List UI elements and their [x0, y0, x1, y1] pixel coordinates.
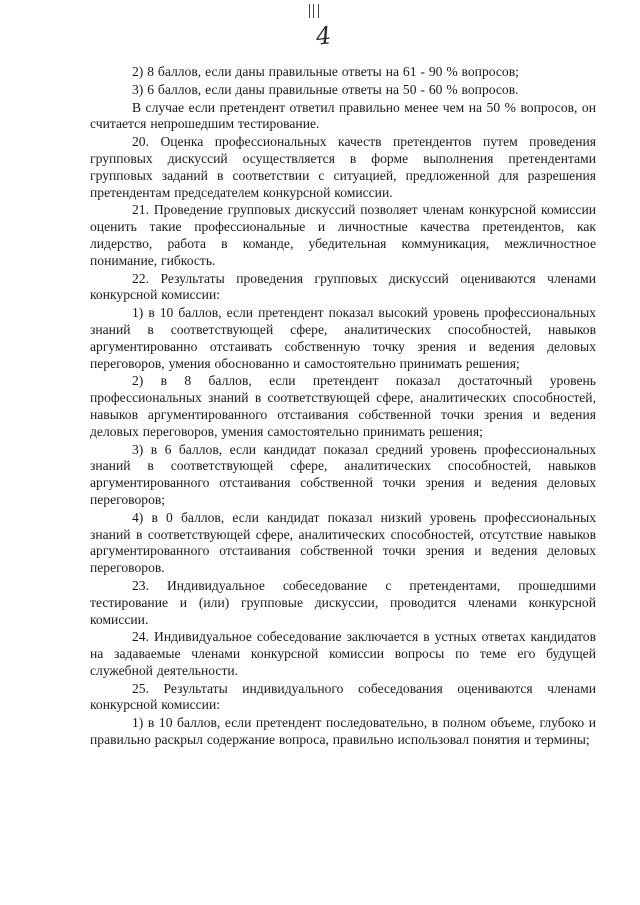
paragraph: 3) в 6 баллов, если кандидат показал средний уровень профессиональных знаний в соответствующей сфере, аналитических способностей, навыков аргументированного отстаивания собственной точки зрения и ведения деловых переговоров;: [90, 441, 596, 507]
paragraph: В случае если претендент ответил правильно менее чем на 50 % вопросов, он считается непрошедшим тестирование.: [90, 99, 596, 132]
paragraph: 4) в 0 баллов, если кандидат показал низкий уровень профессиональных знаний в соответствующей сфере, аналитических способностей, отсутствие навыков аргументированного отстаивания собственной точки зрения и ведения деловых переговоров.: [90, 509, 596, 576]
paragraph: 20. Оценка профессиональных качеств претендентов путем проведения групповых дискуссий осуществляется в форме выполнения претендентами групповых заданий в соответствии с ситуацией, предложенной для разрешения претендентам председателем конкурсной комиссии.: [90, 134, 596, 200]
paragraph: 22. Результаты проведения групповых дискуссий оцениваются членами конкурсной комиссии:: [90, 270, 596, 303]
paragraph: 3) 6 баллов, если даны правильные ответы на 50 - 60 % вопросов.: [132, 81, 519, 97]
paragraph: 24. Индивидуальное собеседование заключается в устных ответах кандидатов на задаваемые членами конкурсной комиссии вопросы по теме его будущей служебной деятельности.: [90, 629, 596, 678]
paragraph: 25. Результаты индивидуального собеседования оцениваются членами конкурсной комиссии:: [90, 680, 596, 713]
paragraph: 1) в 10 баллов, если претендент показал высокий уровень профессиональных знаний в соответствующей сфере, аналитических способностей, навыков аргументированно отстаивать собственную точку зрения и ведения деловых переговоров, умения обоснованно и самостоятельно принимать решения;: [90, 305, 596, 371]
paragraph: 2) 8 баллов, если даны правильные ответы на 61 - 90 % вопросов;: [132, 64, 519, 79]
document-body: [90, 64, 596, 749]
paragraph: 2) в 8 баллов, если претендент показал достаточный уровень профессиональных знаний в соответствующей сфере, аналитических способностей, навыков аргументированного отстаивания собственной точки зрения и ведения деловых переговоров, умения самостоятельно принимать решения;: [90, 373, 596, 439]
scan-mark: [307, 4, 321, 18]
page-number: 4: [314, 21, 333, 51]
paragraph: 21. Проведение групповых дискуссий позволяет членам конкурсной комиссии оценить такие профессиональные и личностные качества претендентов, как лидерство, работа в команде, убедительная коммуникация, межличностное понимание, гибкость.: [90, 202, 596, 268]
paragraph: 1) в 10 баллов, если претендент последовательно, в полном объеме, глубоко и правильно раскрыл содержание вопроса, правильно использовал понятия и термины;: [90, 715, 596, 748]
paragraph: 23. Индивидуальное собеседование с претендентами, прошедшими тестирование и (или) групповые дискуссии, проводится членами конкурсной комиссии.: [90, 577, 596, 627]
